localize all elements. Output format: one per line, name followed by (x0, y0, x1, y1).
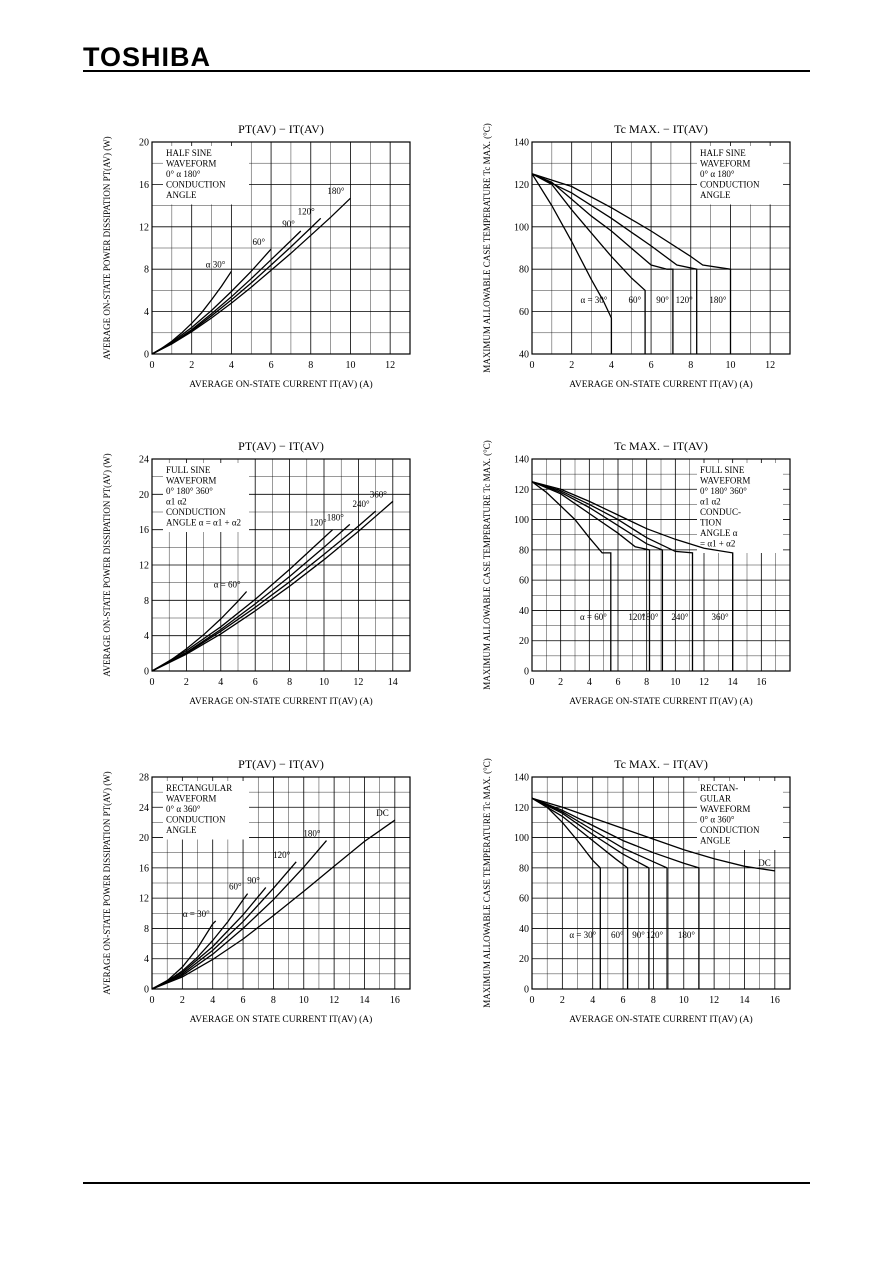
x-axis-label: AVERAGE ON-STATE CURRENT IT(AV) (A) (569, 1015, 753, 1025)
series-label: DC (376, 808, 389, 819)
x-tick-label: 8 (644, 677, 650, 688)
x-tick-label: 2 (183, 677, 189, 688)
series-label: 120° (675, 295, 693, 306)
y-tick-label: 20 (139, 137, 149, 149)
chart-title: PT(AV) − IT(AV) (238, 439, 324, 453)
y-axis-label: AVERAGE ON-STATE POWER DISSIPATION PT(AV) (W) (102, 453, 112, 677)
legend-line: ANGLE (166, 190, 197, 200)
series-line (532, 482, 650, 671)
series-line (532, 798, 667, 989)
y-tick-label: 120 (514, 179, 529, 191)
y-tick-label: 40 (519, 923, 529, 935)
series-label: 180° (303, 828, 321, 839)
legend-line: CONDUCTION (166, 179, 226, 190)
series-label: α = 30° (580, 295, 608, 306)
legend-line: = α1 + α2 (700, 538, 736, 549)
legend-line: ANGLE (166, 825, 197, 835)
legend-line: CONDUC- (700, 507, 742, 517)
x-tick-label: 14 (739, 995, 750, 1006)
series-label: 120° (309, 517, 327, 528)
y-tick-label: 60 (519, 893, 529, 905)
x-tick-label: 14 (727, 677, 738, 688)
y-tick-label: 24 (139, 802, 149, 814)
x-tick-label: 8 (688, 360, 694, 371)
legend-line: FULL SINE (700, 465, 745, 475)
legend-line: WAVEFORM (700, 475, 751, 486)
x-axis-label: AVERAGE ON-STATE CURRENT IT(AV) (A) (569, 380, 753, 390)
legend-line: 0° α 180° (700, 169, 735, 179)
chart-title: Tc MAX. − IT(AV) (614, 122, 708, 136)
x-tick-label: 0 (529, 360, 535, 371)
legend-line: CONDUCTION (700, 825, 760, 835)
x-tick-label: 2 (559, 995, 565, 1006)
chart-pt-rectangular (100, 750, 420, 1035)
x-tick-label: 2 (569, 360, 575, 371)
legend-line: ANGLE (700, 835, 731, 846)
x-tick-label: 2 (558, 677, 564, 688)
series-label: 360° (711, 612, 729, 623)
y-axis-label: MAXIMUM ALLOWABLE CASE TEMPERATURE Tc MAX. (°C) (482, 123, 492, 373)
y-tick-label: 60 (519, 307, 529, 319)
chart-title: PT(AV) − IT(AV) (238, 122, 324, 136)
series-label: 60° (229, 881, 242, 892)
x-tick-label: 12 (765, 360, 776, 371)
legend-line: FULL SINE (166, 465, 211, 475)
series-label: α = 30° (182, 908, 210, 919)
x-tick-label: 4 (608, 360, 614, 371)
series-line (532, 798, 699, 989)
y-tick-label: 100 (514, 833, 529, 845)
series-line (532, 798, 600, 989)
x-tick-label: 6 (240, 995, 246, 1006)
x-tick-label: 0 (529, 677, 535, 688)
series-label: 180° (327, 186, 345, 197)
series-label: 180° (709, 295, 727, 306)
legend-line: α1 α2 (166, 496, 187, 507)
x-tick-label: 0 (149, 995, 155, 1006)
y-tick-label: 16 (139, 179, 149, 191)
x-tick-label: 6 (615, 677, 621, 688)
chart-tc-half-sine (480, 115, 800, 400)
header-rule (83, 70, 810, 72)
series-label: 60° (252, 237, 266, 248)
y-axis-label: MAXIMUM ALLOWABLE CASE TEMPERATURE Tc MAX. (°C) (482, 758, 492, 1008)
series-line (152, 841, 327, 989)
series-line (532, 174, 673, 354)
series-label: 60° (628, 295, 642, 306)
x-tick-label: 8 (287, 677, 293, 688)
brand-logo: TOSHIBA (83, 42, 212, 72)
legend-line: 0° α 360° (700, 814, 735, 825)
y-tick-label: 4 (144, 954, 149, 966)
chart-tc-full-sine (480, 432, 800, 717)
y-tick-label: 80 (519, 264, 529, 276)
y-tick-label: 20 (519, 954, 529, 966)
x-axis-label: AVERAGE ON-STATE CURRENT IT(AV) (A) (189, 697, 373, 707)
series-label: 180° (326, 512, 344, 523)
legend-line: WAVEFORM (700, 158, 751, 169)
x-tick-label: 12 (709, 995, 720, 1006)
x-tick-label: 4 (590, 995, 596, 1006)
x-tick-label: 16 (389, 995, 400, 1006)
legend-line: ANGLE α (700, 528, 738, 538)
x-tick-label: 12 (699, 677, 709, 688)
chart-tc-rectangular (480, 750, 800, 1035)
x-tick-label: 8 (650, 995, 656, 1006)
x-tick-label: 4 (228, 360, 234, 371)
y-tick-label: 16 (139, 525, 149, 537)
y-tick-label: 12 (139, 560, 149, 572)
y-tick-label: 140 (514, 137, 529, 149)
y-axis-label: AVERAGE ON-STATE POWER DISSIPATION PT(AV) (W) (102, 136, 112, 360)
series-label: 90° (247, 875, 260, 886)
series-line (532, 174, 697, 354)
y-axis-label: MAXIMUM ALLOWABLE CASE TEMPERATURE Tc MAX. (°C) (482, 440, 492, 690)
y-tick-label: 140 (514, 772, 529, 784)
y-tick-label: 16 (139, 863, 149, 875)
chart-title: PT(AV) − IT(AV) (238, 757, 324, 771)
x-tick-label: 0 (149, 360, 155, 371)
x-tick-label: 10 (670, 677, 681, 688)
y-axis-label: AVERAGE ON-STATE POWER DISSIPATION PT(AV) (W) (102, 771, 112, 995)
x-tick-label: 8 (308, 360, 314, 371)
y-tick-label: 24 (139, 454, 149, 466)
y-tick-label: 0 (144, 984, 149, 996)
legend-line: 0° 180° 360° (700, 486, 747, 496)
series-label: 120° (297, 206, 315, 217)
y-tick-label: 120 (514, 484, 529, 496)
y-tick-label: 28 (139, 772, 149, 784)
legend-line: TION (700, 517, 722, 528)
legend-line: CONDUCTION (166, 814, 226, 825)
x-tick-label: 6 (620, 995, 626, 1006)
x-tick-label: 4 (218, 677, 224, 688)
series-line (532, 482, 693, 671)
footer-rule (83, 1182, 810, 1184)
series-label: α = 60° (213, 579, 241, 590)
y-tick-label: 40 (519, 349, 529, 361)
legend-line: WAVEFORM (700, 804, 751, 814)
y-tick-label: 0 (524, 984, 529, 996)
y-tick-label: 12 (139, 222, 149, 234)
series-label: 90° (632, 930, 645, 941)
y-tick-label: 8 (144, 264, 149, 276)
legend-line: HALF SINE (166, 148, 212, 158)
y-tick-label: 140 (514, 454, 529, 466)
series-line (532, 798, 649, 989)
x-tick-label: 0 (149, 677, 155, 688)
x-tick-label: 10 (345, 360, 356, 371)
y-tick-label: 100 (514, 222, 529, 234)
y-tick-label: 60 (519, 575, 529, 587)
legend-line: WAVEFORM (166, 475, 217, 486)
y-tick-label: 20 (139, 833, 149, 845)
legend-line: WAVEFORM (166, 158, 217, 169)
series-label: 90° (282, 219, 295, 230)
y-tick-label: 4 (144, 631, 149, 643)
y-tick-label: 0 (524, 666, 529, 678)
chart-title: Tc MAX. − IT(AV) (614, 439, 708, 453)
x-tick-label: 14 (387, 677, 398, 688)
legend-line: CONDUCTION (166, 507, 226, 517)
y-tick-label: 0 (144, 666, 149, 678)
series-label: 90° (656, 295, 669, 306)
legend-line: RECTANGULAR (166, 783, 233, 793)
series-label: 120° (628, 612, 646, 623)
x-tick-label: 12 (329, 995, 340, 1006)
x-tick-label: 10 (298, 995, 309, 1006)
x-tick-label: 6 (252, 677, 258, 688)
series-label: α 30° (205, 259, 226, 270)
x-tick-label: 12 (385, 360, 396, 371)
series-line (152, 592, 247, 672)
x-tick-label: 14 (359, 995, 370, 1006)
x-tick-label: 10 (678, 995, 689, 1006)
series-label: 240° (352, 499, 370, 510)
y-tick-label: 80 (519, 863, 529, 875)
x-axis-label: AVERAGE ON-STATE CURRENT IT(AV) (A) (189, 380, 373, 390)
x-tick-label: 6 (648, 360, 654, 371)
y-tick-label: 8 (144, 923, 149, 935)
legend-line: 0° α 180° (166, 169, 201, 179)
series-line (532, 482, 662, 671)
x-tick-label: 2 (179, 995, 185, 1006)
legend-line: ANGLE (700, 190, 731, 200)
x-tick-label: 16 (756, 677, 767, 688)
legend-line: CONDUCTION (700, 179, 760, 190)
y-tick-label: 8 (144, 595, 149, 607)
x-tick-label: 12 (353, 677, 364, 688)
legend-line: HALF SINE (700, 148, 746, 158)
series-label: 60° (611, 930, 624, 941)
y-tick-label: 80 (519, 545, 529, 557)
series-label: 120° (273, 849, 291, 860)
y-tick-label: 12 (139, 893, 149, 905)
series-label: 360° (369, 489, 387, 500)
x-tick-label: 8 (270, 995, 276, 1006)
y-tick-label: 20 (139, 489, 149, 501)
y-tick-label: 4 (144, 307, 149, 319)
legend-line: GULAR (700, 793, 731, 804)
legend-line: RECTAN- (700, 783, 739, 793)
x-tick-label: 2 (189, 360, 195, 371)
series-line (532, 798, 628, 989)
legend-line: WAVEFORM (166, 793, 217, 804)
series-label: 240° (671, 612, 689, 623)
x-axis-label: AVERAGE ON STATE CURRENT IT(AV) (A) (189, 1015, 373, 1025)
x-tick-label: 10 (725, 360, 736, 371)
x-tick-label: 4 (210, 995, 216, 1006)
x-axis-label: AVERAGE ON-STATE CURRENT IT(AV) (A) (569, 697, 753, 707)
legend-line: α1 α2 (700, 496, 721, 507)
y-tick-label: 0 (144, 349, 149, 361)
legend-line: 0° 180° 360° (166, 486, 213, 496)
chart-pt-half-sine (100, 115, 420, 400)
series-line (152, 524, 350, 671)
chart-pt-full-sine (100, 432, 420, 717)
chart-title: Tc MAX. − IT(AV) (614, 757, 708, 771)
series-label: DC (758, 858, 771, 869)
legend-line: 0° α 360° (166, 804, 201, 814)
y-tick-label: 40 (519, 605, 529, 617)
x-tick-label: 0 (529, 995, 535, 1006)
x-tick-label: 10 (319, 677, 329, 688)
series-label: 120° (645, 930, 664, 941)
series-label: 180° (641, 612, 659, 623)
series-line (152, 231, 301, 354)
series-label: 180° (677, 930, 695, 941)
x-tick-label: 16 (769, 995, 780, 1006)
y-tick-label: 20 (519, 636, 529, 648)
legend-line: ANGLE α = α1 + α2 (166, 517, 242, 528)
series-label: α = 30° (569, 930, 597, 941)
x-tick-label: 4 (586, 677, 592, 688)
y-tick-label: 120 (514, 802, 529, 814)
y-tick-label: 100 (514, 515, 529, 527)
series-label: α = 60° (579, 612, 607, 623)
x-tick-label: 6 (268, 360, 274, 371)
